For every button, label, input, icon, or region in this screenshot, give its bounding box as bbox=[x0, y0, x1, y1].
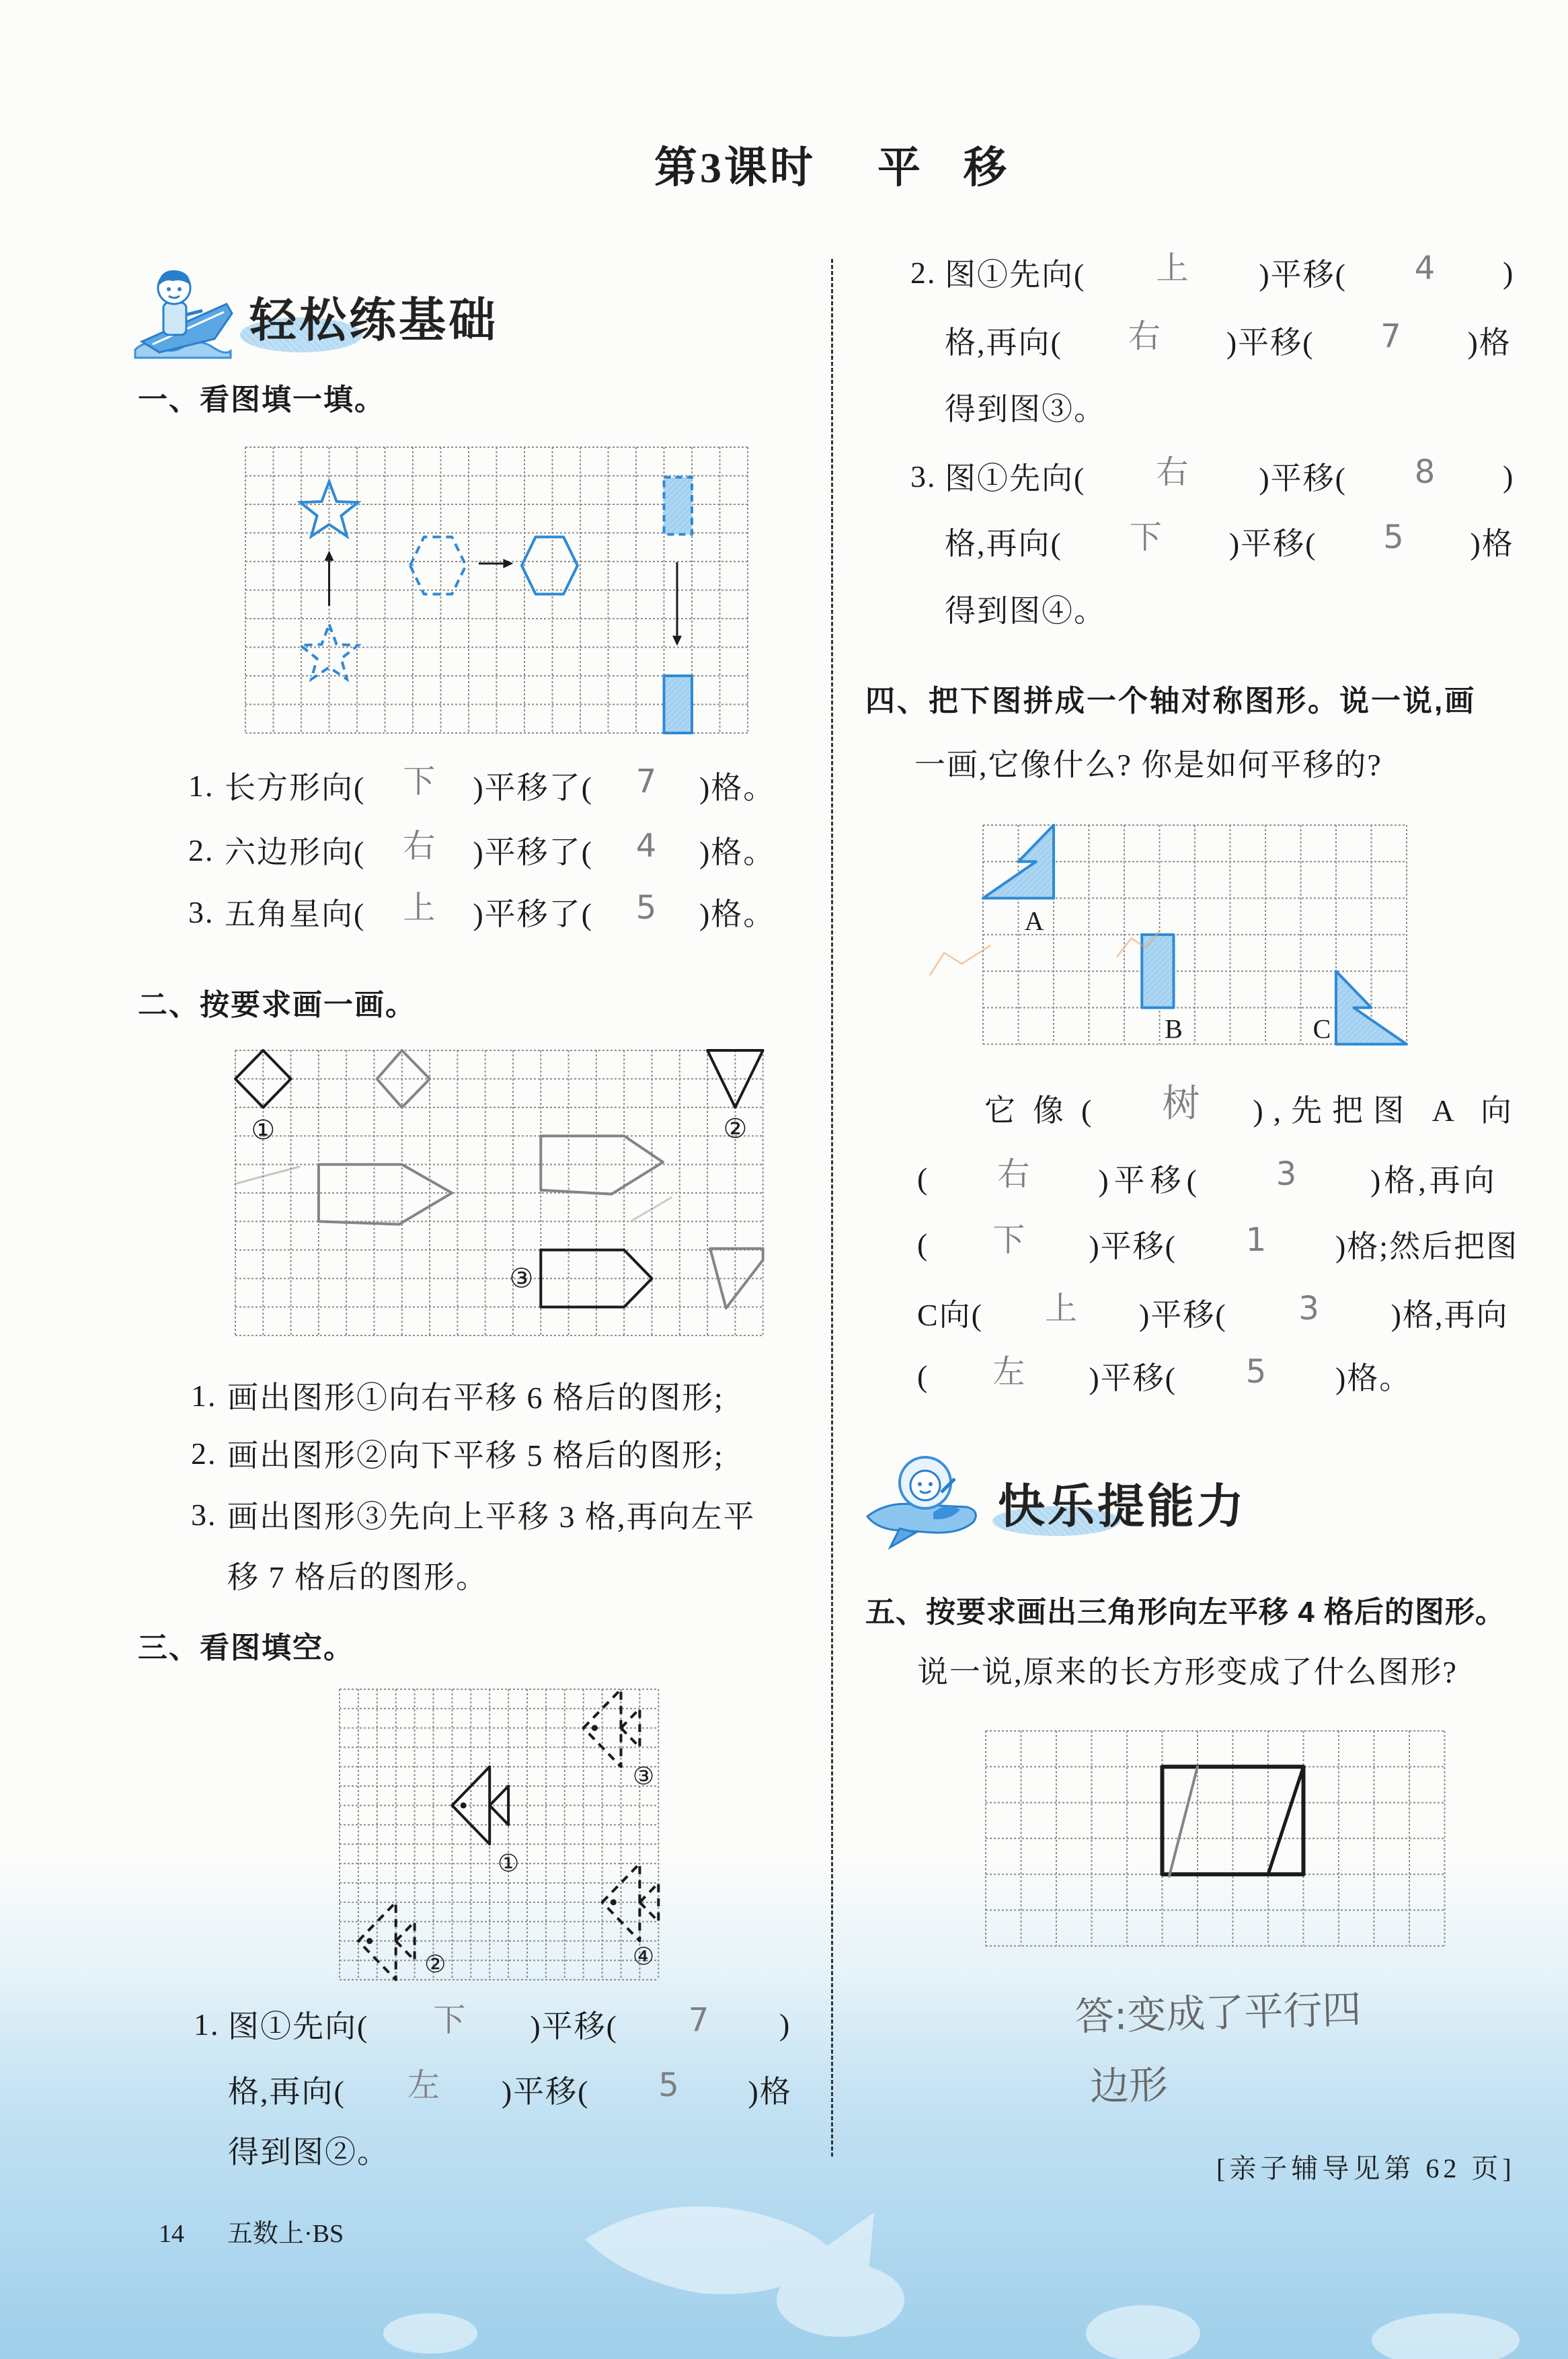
handwritten-answer: 8 bbox=[1414, 453, 1436, 491]
handwritten-answer: 左 bbox=[992, 1353, 1025, 1391]
pencil-pentagon-answer bbox=[319, 1165, 452, 1225]
shape-label-c: C bbox=[1312, 1013, 1331, 1044]
handwritten-answer: 7 bbox=[688, 2001, 709, 2039]
q4-answer-line5 bbox=[917, 1353, 1412, 1396]
item-number: 1. bbox=[194, 2007, 220, 2042]
handwritten-answer: 7 bbox=[1380, 317, 1401, 355]
item-text: )格 bbox=[1467, 325, 1512, 360]
grid-2 bbox=[235, 1050, 763, 1336]
q3-item-1-line2 bbox=[228, 2066, 792, 2110]
handwritten-answer-line1: 答:变成了平行四 bbox=[1074, 1986, 1362, 2040]
figure-5-shapes bbox=[1163, 1767, 1304, 1876]
fish-4-tail bbox=[639, 1883, 658, 1922]
pencil-stray-line bbox=[235, 1167, 299, 1184]
handwritten-answer: 7 bbox=[635, 763, 657, 800]
item-text: )平移( bbox=[1226, 325, 1315, 360]
item-text: )格。 bbox=[699, 835, 776, 869]
handwritten-answer: 下 bbox=[1129, 518, 1162, 556]
item-text: 格,再向( bbox=[945, 325, 1062, 360]
bubble bbox=[383, 2313, 477, 2354]
handwritten-answer: 树 bbox=[1162, 1082, 1200, 1126]
fish-3-body bbox=[584, 1689, 621, 1767]
answer-blank-resembles bbox=[1109, 1082, 1253, 1128]
answer-blank-count bbox=[1347, 249, 1503, 293]
item-text: 画出图形②向下平移 5 格后的图形; bbox=[227, 1438, 724, 1473]
handwritten-answer: 3 bbox=[1276, 1155, 1297, 1193]
rectangle bbox=[1163, 1767, 1304, 1874]
answer-blank-direction bbox=[365, 827, 473, 870]
grid-4 bbox=[983, 825, 1407, 1044]
item-text: )格。 bbox=[699, 897, 776, 931]
item-text: 图①先向( bbox=[228, 2009, 369, 2044]
handwritten-answer: 下 bbox=[992, 1221, 1025, 1259]
answer-blank-direction bbox=[983, 1292, 1139, 1333]
column-divider bbox=[831, 259, 833, 2157]
fish-label-2: ② bbox=[424, 1951, 446, 1978]
answer-text: ( bbox=[917, 1358, 929, 1393]
item-text: )平移了( bbox=[473, 771, 593, 805]
q2-item bbox=[191, 1375, 724, 1416]
figure-label-3: ③ bbox=[509, 1263, 534, 1294]
star-original-dashed bbox=[301, 625, 358, 680]
triangle-figure-2 bbox=[707, 1050, 763, 1108]
handwritten-answer: 上 bbox=[1156, 249, 1189, 287]
answer-blank-count bbox=[1177, 1221, 1335, 1264]
answer-text: )格;然后把图 bbox=[1335, 1229, 1519, 1264]
figure-label-2: ② bbox=[723, 1114, 748, 1145]
answer-text: )格。 bbox=[1335, 1361, 1412, 1395]
q1-item bbox=[188, 765, 775, 806]
item-number: 3. bbox=[910, 459, 937, 494]
item-text: )格 bbox=[1470, 527, 1514, 561]
q3-item-3-line3: 得到图④。 bbox=[945, 594, 1106, 628]
figure-2-shapes bbox=[235, 1050, 763, 1308]
pencil-mark bbox=[1118, 931, 1160, 957]
item-text: 五角星向( bbox=[225, 897, 366, 931]
answer-text: 它像( bbox=[984, 1093, 1109, 1128]
figure-4-shapes bbox=[930, 825, 1407, 1044]
handwritten-answer: 右 bbox=[403, 827, 436, 865]
handwritten-answer-line2: 边形 bbox=[1089, 2061, 1169, 2110]
answer-text: ( bbox=[917, 1227, 929, 1262]
pencil-triangle-answer bbox=[710, 1249, 763, 1309]
fish-1-tail bbox=[489, 1786, 508, 1825]
q3-heading: 三、看图填空。 bbox=[138, 1631, 354, 1664]
answer-text: ),先把图 A 向 bbox=[1253, 1093, 1522, 1128]
answer-text: )平移( bbox=[1139, 1298, 1227, 1332]
grid-1 bbox=[245, 447, 748, 733]
fish-label-1: ① bbox=[497, 1850, 520, 1878]
answer-blank-count bbox=[1177, 1353, 1335, 1396]
lesson-number: 第3课时 bbox=[654, 144, 816, 192]
fish-3-eye bbox=[592, 1725, 598, 1731]
answer-blank-count bbox=[593, 889, 699, 932]
item-text: ) bbox=[1502, 459, 1515, 494]
handwritten-answer: 右 bbox=[1128, 317, 1161, 355]
q3-item-3-line2 bbox=[945, 518, 1514, 562]
answer-blank-count bbox=[593, 827, 699, 870]
handwritten-answer: 上 bbox=[403, 889, 436, 927]
fish-2-tail bbox=[396, 1922, 415, 1961]
item-text: )平移了( bbox=[473, 897, 593, 931]
answer-blank-direction bbox=[929, 1353, 1089, 1396]
answer-blank-direction bbox=[1085, 453, 1259, 496]
q3-item-1-line1 bbox=[194, 2001, 791, 2044]
answer-blank-count bbox=[1202, 1155, 1370, 1198]
fish-decoration bbox=[585, 2206, 874, 2294]
fish-label-3: ③ bbox=[632, 1763, 655, 1790]
item-text: )平移了( bbox=[473, 835, 593, 869]
answer-blank-direction bbox=[365, 889, 473, 932]
pencil-stray-line bbox=[633, 1198, 672, 1221]
star-translated bbox=[301, 481, 358, 537]
answer-blank-count bbox=[1347, 453, 1503, 496]
diamond-figure-1 bbox=[235, 1050, 291, 1108]
shape-c bbox=[1336, 971, 1407, 1044]
pencil-pentagon-attempt bbox=[541, 1136, 663, 1194]
bubble bbox=[1372, 2313, 1520, 2359]
pencil-translated-hypotenuse bbox=[1169, 1767, 1198, 1876]
handwritten-answer: 下 bbox=[403, 763, 436, 800]
item-text: 图①先向( bbox=[945, 461, 1086, 496]
handwritten-answer: 5 bbox=[635, 889, 657, 927]
answer-blank-direction bbox=[929, 1155, 1098, 1198]
item-text: )平移( bbox=[1228, 527, 1317, 561]
handwritten-answer: 5 bbox=[1383, 518, 1404, 556]
figure-1-shapes bbox=[301, 477, 692, 733]
astronaut-rocket-mascot-icon bbox=[866, 1455, 982, 1550]
item-text: )平移( bbox=[1259, 461, 1347, 496]
figure-3-shapes bbox=[358, 1689, 658, 1980]
item-number: 1. bbox=[188, 768, 214, 803]
item-text: )平移( bbox=[530, 2009, 618, 2044]
item-text: ) bbox=[1502, 255, 1515, 290]
banner-advanced-ability: 快乐提能力 bbox=[998, 1480, 1247, 1533]
q4-heading-continuation: 一画,它像什么? 你是如何平移的? bbox=[914, 748, 1382, 782]
item-number: 3. bbox=[188, 894, 214, 929]
shape-label-b: B bbox=[1165, 1013, 1183, 1044]
answer-text: )平移( bbox=[1089, 1229, 1177, 1264]
shape-label-a: A bbox=[1024, 905, 1044, 936]
answer-blank-count bbox=[593, 765, 699, 806]
q1-item bbox=[188, 889, 776, 932]
q4-answer-line1 bbox=[984, 1082, 1522, 1128]
triangle-hypotenuse bbox=[1268, 1767, 1304, 1874]
q3-item-2-line1 bbox=[910, 249, 1515, 293]
item-number: 2. bbox=[188, 833, 214, 867]
answer-blank-direction bbox=[346, 2066, 502, 2110]
bubble bbox=[777, 2263, 904, 2337]
handwritten-answer: 3 bbox=[1298, 1290, 1319, 1327]
handwritten-answer: 5 bbox=[1245, 1353, 1267, 1391]
grid-3 bbox=[340, 1689, 658, 1980]
fish-2-body bbox=[358, 1902, 396, 1980]
arrow-right-head bbox=[503, 559, 513, 568]
item-number: 2. bbox=[910, 255, 937, 290]
handwritten-answer: 4 bbox=[1414, 249, 1436, 287]
figure-label-1: ① bbox=[251, 1115, 276, 1146]
item-text: 六边形向( bbox=[225, 835, 366, 869]
book-code: 五数上·BS bbox=[227, 2220, 344, 2248]
item-text: 图①先向( bbox=[945, 258, 1086, 292]
handwritten-answer: 左 bbox=[407, 2066, 440, 2104]
q3-item-1-line3: 得到图②。 bbox=[228, 2135, 389, 2169]
item-text: ) bbox=[779, 2007, 791, 2042]
pencil-diamond-answer bbox=[377, 1050, 430, 1108]
handwritten-answer: 1 bbox=[1245, 1221, 1267, 1259]
q4-answer-line2 bbox=[917, 1155, 1498, 1198]
answer-text: ( bbox=[917, 1161, 929, 1196]
q5-heading: 五、按要求画出三角形向左平移 4 格后的图形。 bbox=[865, 1596, 1505, 1629]
fish-1-eye bbox=[461, 1802, 467, 1808]
answer-text: )平移( bbox=[1098, 1163, 1202, 1198]
answer-blank-direction bbox=[365, 765, 473, 806]
fish-3-tail bbox=[621, 1709, 640, 1748]
item-text: 格,再向( bbox=[228, 2075, 346, 2109]
item-text: 画出图形①向右平移 6 格后的图形; bbox=[227, 1381, 724, 1415]
item-text: )格 bbox=[748, 2075, 792, 2109]
q3-item-2-line3: 得到图③。 bbox=[945, 392, 1106, 426]
fish-1-body bbox=[452, 1767, 489, 1844]
q4-answer-line4 bbox=[917, 1292, 1508, 1333]
page-number: 14 bbox=[159, 2220, 184, 2248]
item-text: )格。 bbox=[699, 771, 776, 805]
answer-blank-direction bbox=[1062, 518, 1229, 562]
shape-a bbox=[983, 825, 1054, 898]
fish-label-4: ④ bbox=[632, 1943, 655, 1970]
pencil-mark bbox=[930, 945, 990, 974]
fish-4-eye bbox=[611, 1899, 617, 1905]
parent-guide-reference: [亲子辅导见第 62 页] bbox=[1216, 2153, 1516, 2183]
answer-text: )格,再向 bbox=[1370, 1163, 1498, 1198]
item-number: 2. bbox=[191, 1436, 217, 1471]
pentagon-figure-3 bbox=[541, 1250, 652, 1307]
rectangle-original-dashed bbox=[664, 477, 693, 535]
q2-item bbox=[191, 1494, 756, 1535]
q2-heading: 二、按要求画一画。 bbox=[138, 989, 416, 1021]
fish-2-eye bbox=[366, 1938, 373, 1944]
q4-answer-line3 bbox=[917, 1221, 1519, 1264]
answer-blank-direction bbox=[1062, 317, 1226, 360]
q2-item-continuation: 移 7 格后的图形。 bbox=[227, 1560, 488, 1594]
bubble bbox=[1086, 2305, 1200, 2359]
q3-item-3-line1 bbox=[910, 453, 1515, 496]
item-text: )平移( bbox=[501, 2075, 590, 2109]
arrow-down-head bbox=[672, 635, 682, 646]
q2-item bbox=[191, 1433, 724, 1473]
q1-heading: 一、看图填一填。 bbox=[138, 383, 385, 416]
answer-blank-direction bbox=[929, 1221, 1089, 1264]
item-text: 长方形向( bbox=[225, 771, 366, 805]
hexagon-translated bbox=[522, 537, 578, 594]
answer-text: )格,再向 bbox=[1390, 1298, 1509, 1332]
answer-text: C向( bbox=[917, 1298, 983, 1332]
item-number: 3. bbox=[191, 1497, 217, 1532]
q4-heading: 四、把下图拼成一个轴对称图形。说一说,画 bbox=[865, 685, 1477, 718]
item-text: 格,再向( bbox=[945, 527, 1062, 561]
sea-decoration bbox=[383, 2206, 1520, 2359]
hexagon-original-dashed bbox=[410, 537, 466, 594]
answer-blank-count bbox=[1227, 1292, 1391, 1333]
q1-item bbox=[188, 827, 776, 870]
handwritten-answer: 5 bbox=[658, 2066, 679, 2104]
answer-text: )平移( bbox=[1089, 1361, 1177, 1395]
rectangle-translated bbox=[664, 676, 693, 733]
q3-item-2-line2 bbox=[945, 317, 1512, 360]
answer-blank-direction bbox=[1085, 249, 1259, 293]
answer-blank-count bbox=[589, 2066, 748, 2110]
item-text: )平移( bbox=[1259, 258, 1347, 292]
answer-blank-count bbox=[618, 2001, 779, 2044]
answer-blank-direction bbox=[368, 2001, 530, 2044]
jetski-boy-mascot-icon bbox=[132, 264, 233, 362]
arrow-up-head bbox=[325, 551, 334, 561]
shape-b bbox=[1142, 935, 1173, 1008]
grid-5 bbox=[986, 1731, 1445, 1946]
answer-blank-count bbox=[1314, 317, 1467, 360]
fish-4-body bbox=[602, 1863, 640, 1941]
answer-blank-count bbox=[1317, 518, 1470, 562]
lesson-topic: 平 移 bbox=[877, 144, 1007, 192]
handwritten-answer: 右 bbox=[997, 1155, 1030, 1193]
item-number: 1. bbox=[191, 1378, 217, 1413]
handwritten-answer: 4 bbox=[635, 827, 657, 865]
handwritten-answer: 下 bbox=[433, 2001, 466, 2039]
banner-basic-practice: 轻松练基础 bbox=[249, 294, 498, 346]
handwritten-answer: 右 bbox=[1156, 453, 1189, 491]
handwritten-answer: 上 bbox=[1044, 1290, 1077, 1327]
item-text: 画出图形③先向上平移 3 格,再向左平 bbox=[227, 1500, 756, 1534]
q5-prompt: 说一说,原来的长方形变成了什么图形? bbox=[917, 1655, 1458, 1689]
